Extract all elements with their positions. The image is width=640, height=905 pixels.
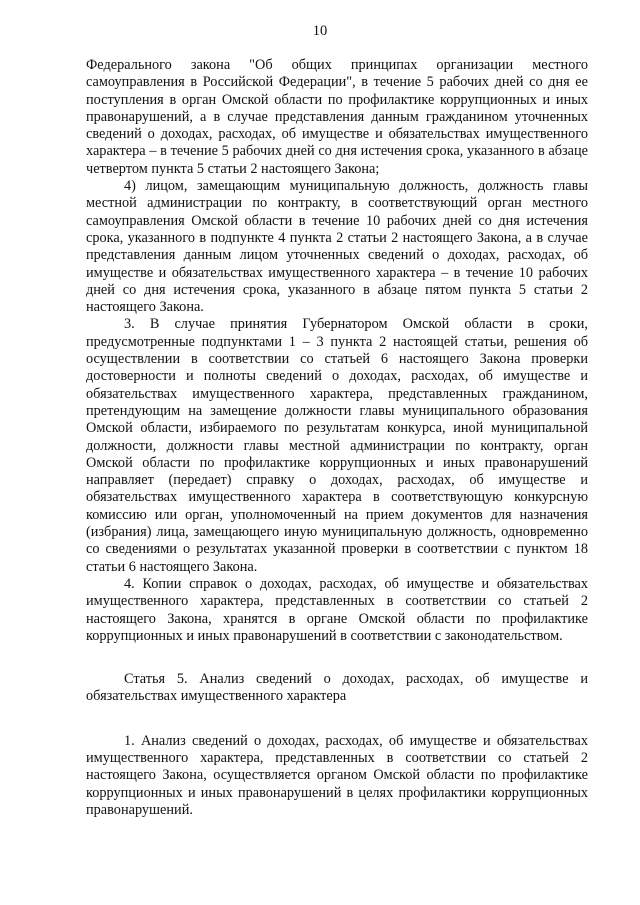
paragraph-article-5-clause-1: 1. Анализ сведений о доходах, расходах, об имуществе и обязательствах имущественного характера, представленных в соответствии со статьей 2 настоящего Закона, осуществляется органом Омской области по профилактике коррупционных и иных правонарушений в целях профилактики коррупционных правонарушений.: [86, 732, 588, 818]
paragraph-item-4: 4) лицом, замещающим муниципальную должность, должность главы местной администрации по контракту, в соответствующий орган местного самоуправления Омской области в течение 10 рабочих дней со дня истечения срока, указанного в подпункте 4 пункта 2 статьи 2 настоящего Закона, а в случае представления данным лицом уточненных сведений о доходах, расходах, об имуществе и обязательствах имущественного характера – в течение 10 рабочих дней со дня истечения срока, указанного в абзаце пятом пункта 5 статьи 2 настоящего Закона.: [86, 178, 588, 316]
article-5-heading: Статья 5. Анализ сведений о доходах, расходах, об имуществе и обязательствах имущественного характера: [86, 671, 588, 705]
page-number: 10: [312, 23, 328, 39]
paragraph-clause-4: 4. Копии справок о доходах, расходах, об имуществе и обязательствах имущественного характера, представленных в соответствии со статьей 2 настоящего Закона, хранятся в органе Омской области по профилактике коррупционных и иных правонарушений в соответствии с законодательством.: [86, 575, 588, 644]
spacer: [86, 706, 588, 733]
document-body: [86, 57, 588, 819]
paragraph-continuation: Федерального закона "Об общих принципах организации местного самоуправления в Российской Федерации", в течение 5 рабочих дней со дня ее поступления в орган Омской области по профилактике коррупционных и иных правонарушений, а в случае представления данным гражданином уточненных сведений о доходах, расходах, об имуществе и обязательствах имущественного характера – в течение 5 рабочих дней со дня истечения срока, указанного в абзаце четвертом пункта 5 статьи 2 настоящего Закона;: [86, 57, 588, 177]
spacer: [86, 645, 588, 671]
paragraph-clause-3: 3. В случае принятия Губернатором Омской области в сроки, предусмотренные подпунктами 1 – 3 пункта 2 настоящей статьи, решения об осуществлении в соответствии со статьей 6 настоящего Закона проверки достоверности и полноты сведений о доходах, расходах, об имуществе и обязательствах имущественного характера, представленных гражданином, претендующим на замещение должности главы муниципального образования Омской области, избираемого по результатам конкурса, иной муниципальной должности, должности главы местной администрации по контракту, орган Омской области по профилактике коррупционных и иных правонарушений направляет (передает) справку о доходах, расходах, об имуществе и обязательствах имущественного характера в соответствующую конкурсную комиссию или орган, уполномоченный на прием документов для назначения (избрания) лица, замещающего иную муниципальную должность, одновременно со сведениями о результатах указанной проверки в соответствии с пунктом 18 статьи 6 настоящего Закона.: [86, 316, 588, 575]
